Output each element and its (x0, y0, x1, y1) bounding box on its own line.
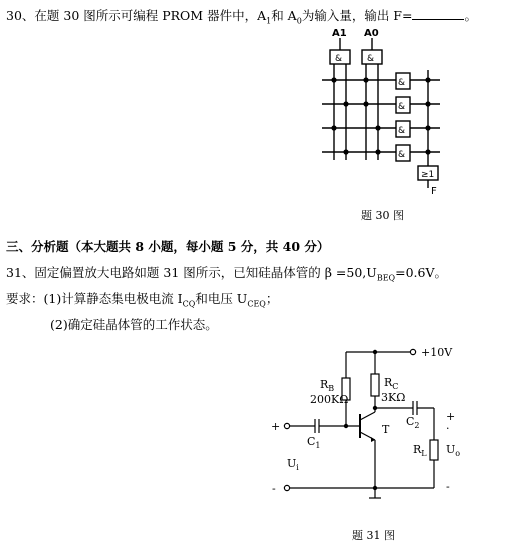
rc-label: $R_C$ (384, 376, 399, 391)
label-a1: A1 (332, 28, 347, 39)
input-minus: - (272, 482, 276, 495)
section-3-heading: 三、分析题（本大题共 8 小题，每小题 5 分，共 40 分） (6, 239, 330, 254)
vcc-label: +10V (421, 346, 453, 359)
gate-and-6: & (398, 150, 406, 160)
output-plus: + (446, 410, 456, 423)
question-31-line1: 31、固定偏置放大电路如题 31 图所示，已知硅晶体管的 $\beta =50,U_{BEQ}=0.6V$。 (6, 265, 447, 283)
question-31-line3: (2)确定硅晶体管的工作状态。 (50, 317, 218, 332)
output-minus: - (446, 480, 450, 493)
label-f: F (431, 186, 437, 197)
t-label: T (382, 423, 390, 436)
rc-value: 3KΩ (381, 391, 406, 404)
gate-and-1: & (335, 54, 343, 64)
c1-label: $C_1$ (307, 435, 321, 450)
figure-31-caption: 题 31 图 (352, 529, 395, 542)
gate-and-4: & (398, 102, 406, 112)
gate-and-5: & (398, 126, 406, 136)
question-31-line2: 要求：(1)计算静态集电极电流 $I_{CQ}$和电压 $U_{CEQ}$； (6, 291, 279, 309)
rb-value: 200KΩ (310, 393, 349, 406)
input-plus: + (271, 420, 281, 433)
question-30-text: 30、在题 30 图所示可编程 PROM 器件中，$A_1$和 $A_0$为输入量，输出 F= 。 (6, 8, 477, 26)
c2-label: $C_2$ (406, 415, 420, 430)
label-a0: A0 (364, 28, 379, 39)
gate-and-2: & (367, 54, 375, 64)
ui-label: $U_i$ (287, 457, 299, 472)
gate-or: ≥1 (421, 170, 435, 180)
uo-label: $U_o$ (446, 443, 461, 458)
rl-label: $R_L$ (413, 443, 427, 458)
rb-label: $R_B$ (320, 378, 335, 393)
figure-30-caption: 题 30 图 (361, 209, 404, 222)
gate-and-3: & (398, 78, 406, 88)
output-dot: · (446, 422, 450, 435)
